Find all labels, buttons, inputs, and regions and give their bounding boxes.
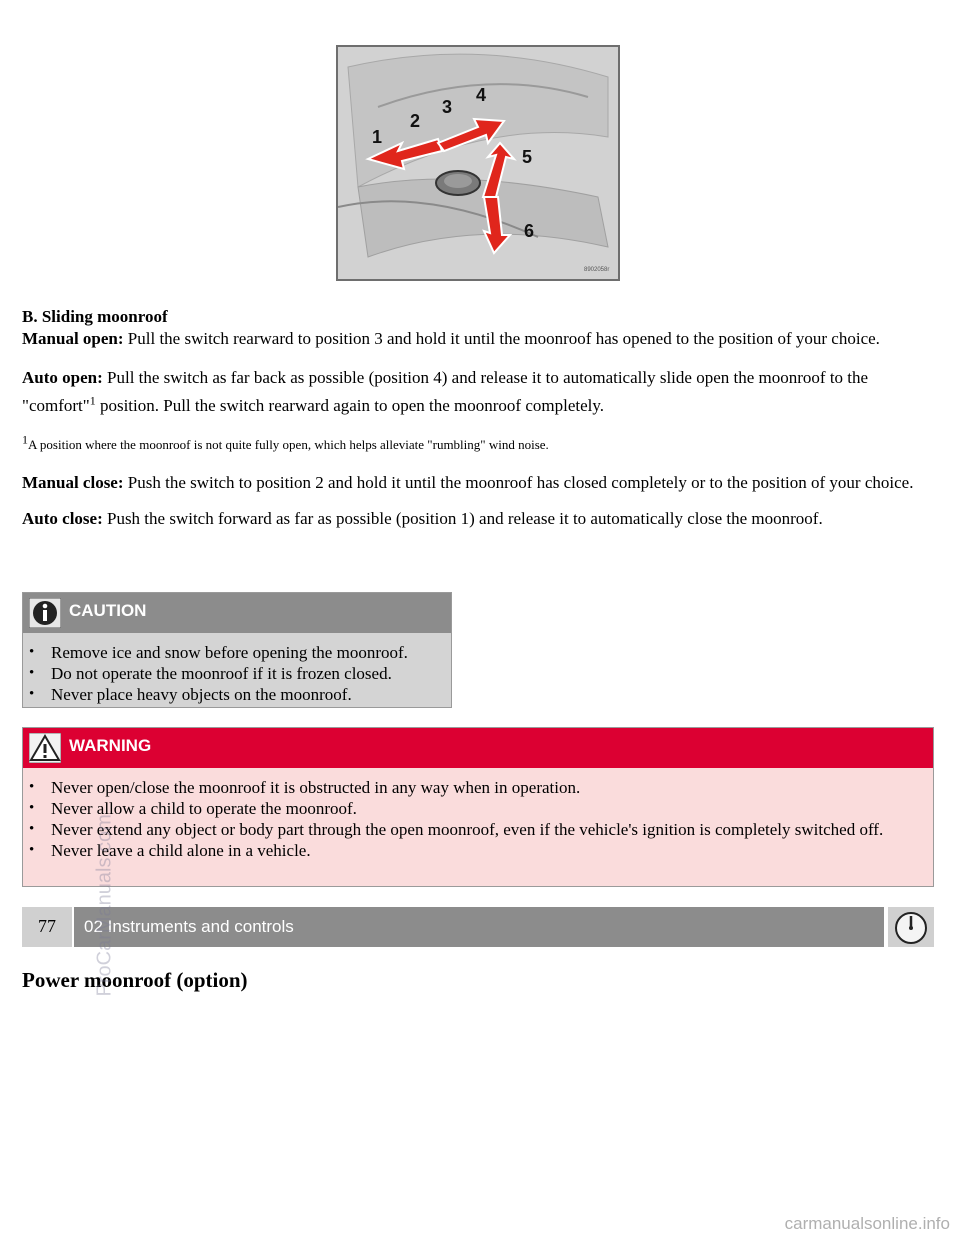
footnote-ref: 1	[89, 393, 96, 408]
list-item: • Never leave a child alone in a vehicle.	[23, 840, 933, 861]
footnote-text: A position where the moonroof is not quite fully open, which helps alleviate "rumbling" wind noise.	[28, 437, 549, 452]
auto-open-label: Auto open:	[22, 368, 103, 387]
info-icon	[29, 598, 61, 628]
list-item: • Never place heavy objects on the moonroof.	[23, 684, 451, 705]
auto-close-paragraph	[22, 508, 938, 530]
page-number: 77	[22, 907, 72, 947]
caution-title: CAUTION	[69, 601, 147, 620]
position-label-6: 6	[524, 221, 535, 241]
manual-close-label: Manual close:	[22, 473, 124, 492]
page-title: Power moonroof (option)	[22, 968, 248, 992]
warning-header	[23, 728, 933, 768]
list-item: • Never allow a child to operate the moonroof.	[23, 798, 933, 819]
page-footer	[22, 907, 934, 947]
auto-close-text: Push the switch forward as far as possible (position 1) and release it to automatically close the moonroof.	[102, 509, 823, 528]
figure-code: 8902058r	[584, 267, 610, 273]
list-item: • Remove ice and snow before opening the moonroof.	[23, 642, 451, 663]
auto-open-text-a: Pull the switch as far back as possible (position 4) and release it to automatically slide open the moonroof to the "comfort"	[22, 368, 869, 415]
caution-header	[23, 593, 451, 633]
manual-close-text: Push the switch to position 2 and hold it until the moonroof has closed completely or to the position of your choice.	[123, 473, 914, 492]
caution-box	[22, 592, 452, 708]
manual-open-paragraph	[22, 328, 938, 350]
manual-open-label: Manual open:	[22, 329, 124, 348]
caution-list	[23, 633, 451, 705]
auto-open-text-b: position. Pull the switch rearward again to open the moonroof completely.	[95, 396, 605, 415]
moonroof-switch-illustration	[336, 45, 620, 281]
position-label-4: 4	[476, 85, 487, 105]
footnote-mark: 1	[22, 432, 28, 447]
manual-close-paragraph	[22, 472, 938, 494]
moonroof-diagram	[338, 47, 618, 279]
list-item: • Never open/close the moonroof it is obstructed in any way when in operation.	[23, 777, 933, 798]
gauge-icon-box	[888, 907, 934, 947]
warning-list	[23, 768, 933, 861]
warning-triangle-icon	[29, 733, 61, 763]
warning-box	[22, 727, 934, 887]
section-title: 02 Instruments and controls	[74, 907, 884, 947]
side-watermark: ProCarManuals.com	[93, 814, 116, 997]
moonroof-instructions	[22, 306, 938, 544]
position-label-3: 3	[442, 97, 453, 117]
position-label-1: 1	[372, 127, 383, 147]
auto-close-label: Auto close:	[22, 509, 103, 528]
position-label-5: 5	[522, 147, 533, 167]
auto-open-paragraph	[22, 364, 938, 420]
bottom-watermark: carmanualsonline.info	[784, 1214, 950, 1233]
list-item: • Do not operate the moonroof if it is frozen closed.	[23, 663, 451, 684]
footnote	[22, 434, 938, 456]
warning-title: WARNING	[69, 736, 152, 755]
position-label-2: 2	[410, 111, 421, 131]
manual-open-text: Pull the switch rearward to position 3 and hold it until the moonroof has opened to the position of your choice.	[123, 329, 880, 348]
section-heading: B. Sliding moonroof	[22, 307, 168, 326]
list-item: • Never extend any object or body part through the open moonroof, even if the vehicle's ignition is completely switched off.	[23, 819, 933, 840]
gauge-icon	[888, 907, 934, 947]
